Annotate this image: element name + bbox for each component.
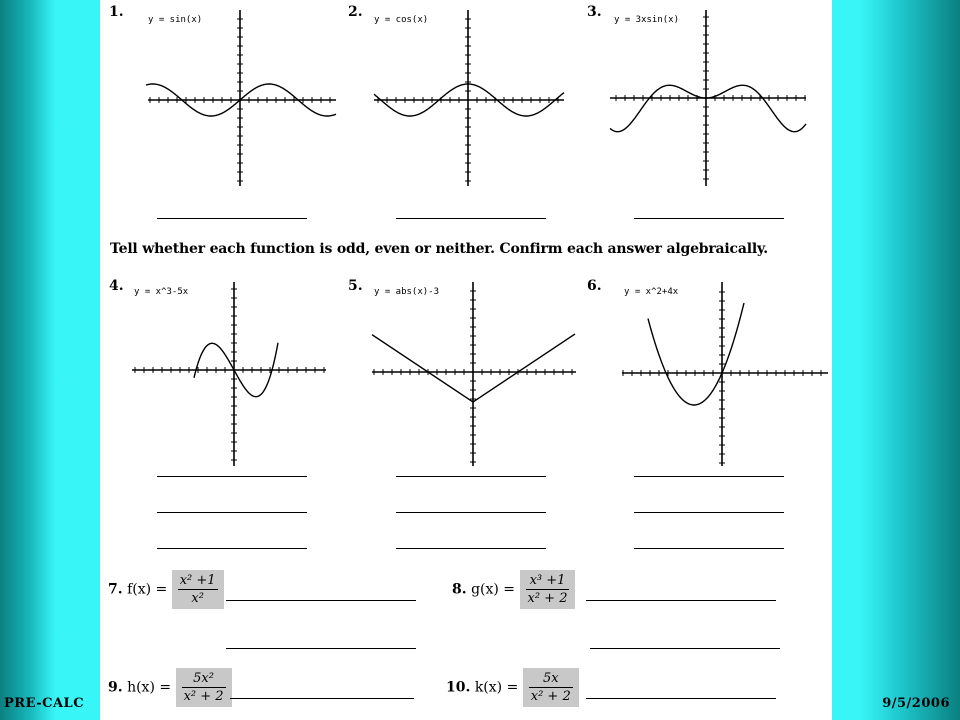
problem-8-numerator: x³ +1 bbox=[526, 572, 570, 590]
graph-3 bbox=[608, 8, 808, 188]
problem-10-name: k(x) = bbox=[474, 679, 519, 696]
graph-2 bbox=[372, 8, 572, 188]
answer-line-8a[interactable] bbox=[586, 600, 776, 601]
problem-9-name: h(x) = bbox=[127, 679, 172, 696]
answer-line-6c[interactable] bbox=[634, 548, 784, 549]
problem-7 bbox=[108, 570, 224, 609]
problem-8-name: g(x) = bbox=[471, 581, 516, 598]
answer-line-9[interactable] bbox=[230, 698, 414, 699]
graph-4-equation: y = x^3-5x bbox=[134, 287, 189, 297]
graph-1 bbox=[140, 8, 340, 188]
axis-ticks bbox=[135, 289, 324, 460]
answer-line-7a[interactable] bbox=[226, 600, 416, 601]
answer-line-5c[interactable] bbox=[396, 548, 546, 549]
problem-7-numerator: x² +1 bbox=[179, 573, 216, 588]
problem-7-denominator: x² bbox=[191, 591, 204, 606]
graph-5 bbox=[372, 280, 576, 468]
problem-10-numerator: 5x bbox=[529, 670, 573, 688]
graph-6-number: 6. bbox=[587, 278, 602, 294]
answer-line-1[interactable] bbox=[157, 218, 307, 219]
footer-date: 9/5/2006 bbox=[882, 696, 950, 711]
answer-line-7b[interactable] bbox=[226, 648, 416, 649]
graph-2-number: 2. bbox=[348, 4, 363, 20]
answer-line-5b[interactable] bbox=[396, 512, 546, 513]
problem-9-numerator: 5x² bbox=[182, 670, 226, 688]
problem-8-number: 8. bbox=[452, 581, 467, 598]
graph-5-equation: y = abs(x)-3 bbox=[374, 287, 440, 297]
problem-9-fraction bbox=[176, 668, 232, 707]
answer-line-8b[interactable] bbox=[590, 648, 780, 649]
graph-1-equation: y = sin(x) bbox=[148, 15, 203, 25]
footer-course: PRE-CALC bbox=[4, 696, 85, 711]
problem-7-fraction bbox=[172, 570, 224, 609]
problem-10 bbox=[446, 668, 579, 707]
problem-10-number: 10. bbox=[446, 679, 471, 696]
graph-6 bbox=[620, 280, 830, 468]
graph-6-equation: y = x^2+4x bbox=[624, 287, 679, 297]
worksheet-page bbox=[100, 0, 832, 720]
problem-9-number: 9. bbox=[108, 679, 123, 696]
problem-8-fraction bbox=[520, 570, 576, 609]
problem-9 bbox=[108, 668, 232, 707]
graph-2-equation: y = cos(x) bbox=[374, 15, 429, 25]
graph-3-number: 3. bbox=[587, 4, 602, 20]
answer-line-4c[interactable] bbox=[157, 548, 307, 549]
problem-7-number: 7. bbox=[108, 581, 123, 598]
problem-7-name: f(x) = bbox=[127, 581, 168, 598]
graph-5-number: 5. bbox=[348, 278, 363, 294]
problem-8-denominator: x² + 2 bbox=[527, 591, 568, 606]
graph-4-number: 4. bbox=[109, 278, 124, 294]
problem-10-denominator: x² + 2 bbox=[530, 689, 571, 704]
answer-line-4b[interactable] bbox=[157, 512, 307, 513]
answer-line-4a[interactable] bbox=[157, 476, 307, 477]
graph-4 bbox=[130, 280, 330, 468]
problem-10-fraction bbox=[523, 668, 579, 707]
graph-1-number: 1. bbox=[109, 4, 124, 20]
answer-line-5a[interactable] bbox=[396, 476, 546, 477]
answer-line-10[interactable] bbox=[586, 698, 776, 699]
problem-8 bbox=[452, 570, 575, 609]
answer-line-6a[interactable] bbox=[634, 476, 784, 477]
answer-line-3[interactable] bbox=[634, 218, 784, 219]
graph-3-equation: y = 3xsin(x) bbox=[614, 15, 680, 25]
problem-9-denominator: x² + 2 bbox=[183, 689, 224, 704]
parabola-curve bbox=[648, 303, 744, 405]
instruction-text: Tell whether each function is odd, even or neither. Confirm each answer algebraically. bbox=[110, 241, 768, 257]
answer-line-2[interactable] bbox=[396, 218, 546, 219]
answer-line-6b[interactable] bbox=[634, 512, 784, 513]
